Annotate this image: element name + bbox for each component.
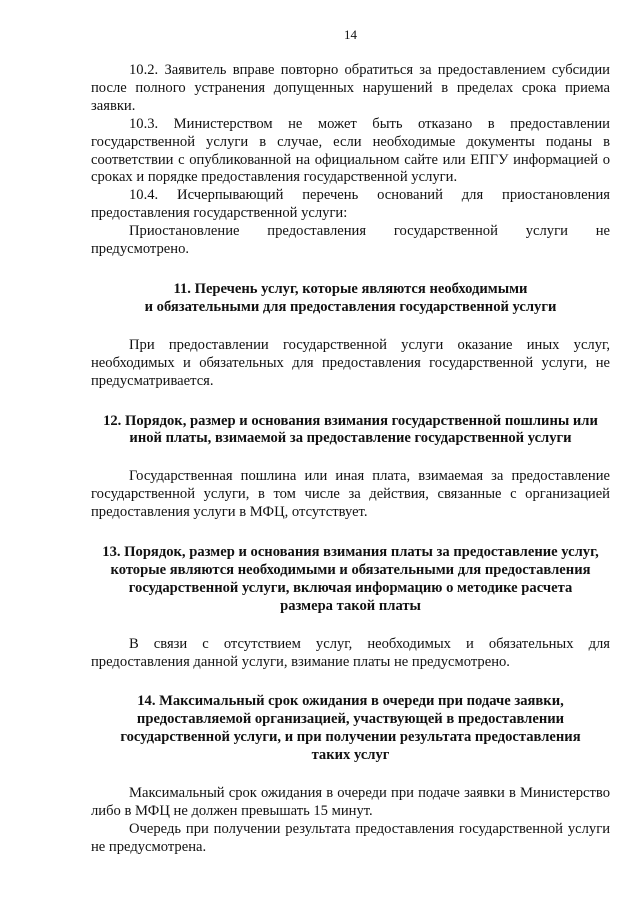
paragraph-10-3: 10.3. Министерством не может быть отказано в предоставлении государственной услуги в случае, если необходимые документы поданы в соответствии с опубликованной на официальном сайте или ЕПГУ информацией о сроках и порядке предоставления государственной услуги. <box>91 115 610 186</box>
paragraph-10-4: 10.4. Исчерпывающий перечень оснований для приостановления предоставления государственной услуги: <box>91 187 610 222</box>
section-heading-13 <box>91 544 610 616</box>
heading-line: таких услуг <box>311 747 390 764</box>
heading-line: 13. Порядок, размер и основания взимания платы за предоставление услуг, <box>102 544 599 561</box>
paragraph-10-2: 10.2. Заявитель вправе повторно обратиться за предоставлением субсидии после полного устранения допущенных нарушений в пределах срока приема заявки. <box>91 62 610 114</box>
paragraph-14-wait-time: Максимальный срок ожидания в очереди при подаче заявки в Министерство либо в МФЦ не должен превышать 15 минут. <box>91 785 610 819</box>
paragraph-13: В связи с отсутствием услуг, необходимых и обязательных для предоставления данной услуги, взимание платы не предусмотрено. <box>91 635 610 670</box>
paragraph-14-queue: Очередь при получении результата предоставления государственной услуги не предусмотрена. <box>91 820 610 855</box>
paragraph-suspension: Приостановление предоставления государственной услуги не предусмотрено. <box>91 223 610 258</box>
heading-line: которые являются необходимыми и обязательными для предоставления <box>110 561 591 578</box>
document-body <box>91 62 610 857</box>
heading-line: 11. Перечень услуг, которые являются необходимыми <box>173 280 528 297</box>
section-heading-11 <box>91 281 610 317</box>
heading-line: государственной услуги, включая информацию о методике расчета <box>128 579 573 596</box>
heading-line: иной платы, взимаемой за предоставление государственной услуги <box>129 430 572 447</box>
heading-line: государственной услуги, и при получении результата предоставления <box>120 729 581 746</box>
page-number: 14 <box>344 27 357 42</box>
heading-line: 14. Максимальный срок ожидания в очереди при подаче заявки, <box>137 693 564 710</box>
section-heading-12 <box>91 413 610 449</box>
section-heading-14 <box>91 693 610 765</box>
heading-line: размера такой платы <box>280 597 421 614</box>
heading-line: предоставляемой организацией, участвующей в предоставлении <box>136 711 565 728</box>
heading-line: 12. Порядок, размер и основания взимания государственной пошлины или <box>103 412 598 429</box>
paragraph-11: При предоставлении государственной услуги оказание иных услуг, необходимых и обязательных для предоставления государственной услуги, не предусматривается. <box>91 336 610 389</box>
paragraph-12: Государственная пошлина или иная плата, взимаемая за предоставление государственной услуги, в том числе за действия, связанные с организацией предоставления услуги в МФЦ, отсутствует. <box>91 468 610 521</box>
heading-line: и обязательными для предоставления государственной услуги <box>144 298 557 315</box>
